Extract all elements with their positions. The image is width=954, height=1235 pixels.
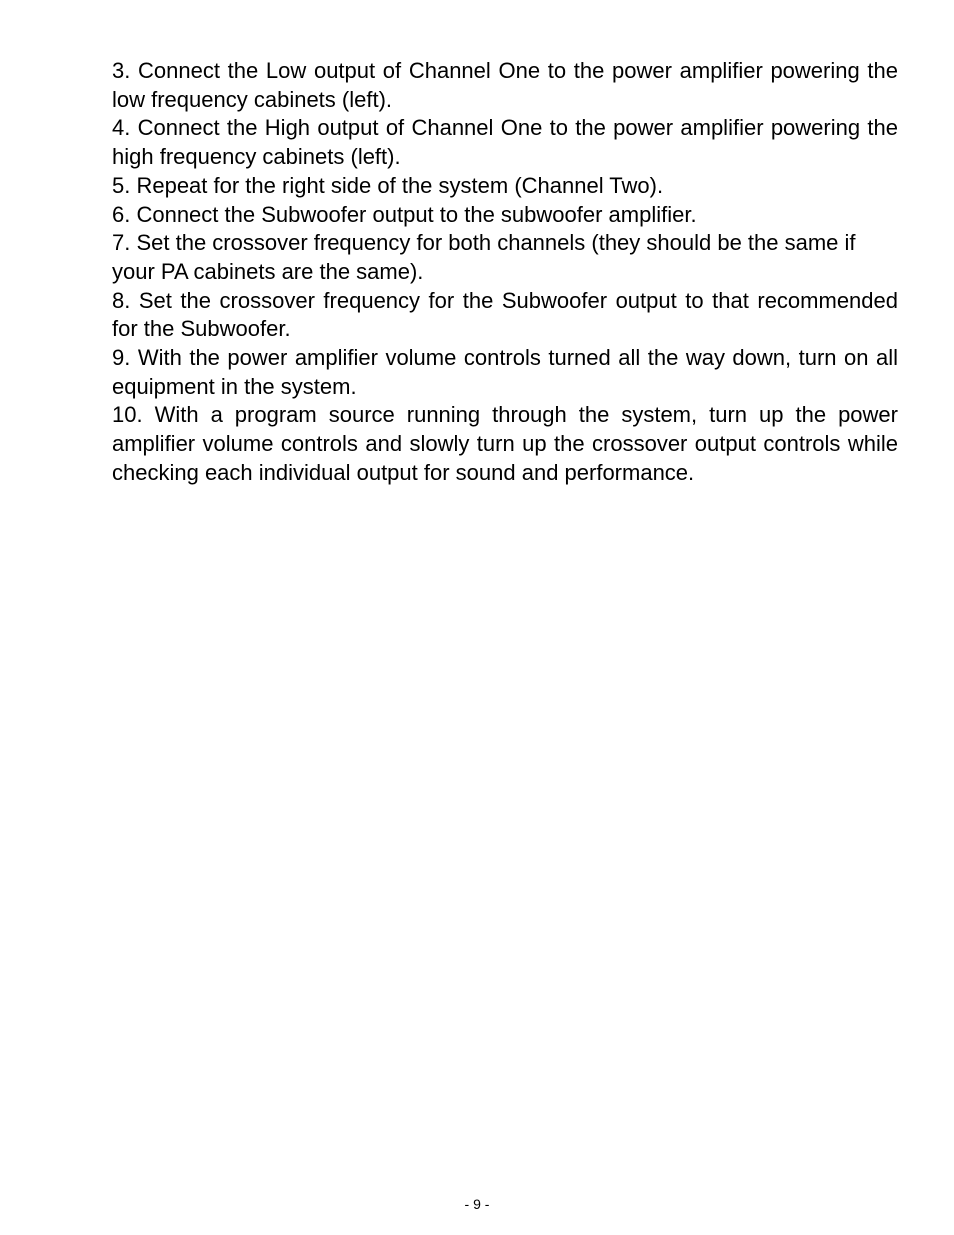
step-10: 10. With a program source running through the system, turn up the power amplifier volume controls and slowly turn up the crossover output controls while checking each individual output for sound and performance.: [112, 402, 898, 485]
step-7: 7. Set the crossover frequency for both channels (they should be the same if your PA cabinets are the same).: [112, 230, 856, 284]
instructions-body: [112, 57, 898, 488]
step-9: 9. With the power amplifier volume controls turned all the way down, turn on all equipment in the system.: [112, 345, 898, 399]
step-4: 4. Connect the High output of Channel One to the power amplifier powering the high frequency cabinets (left).: [112, 115, 898, 170]
step-5: 5. Repeat for the right side of the system (Channel Two).: [112, 172, 664, 198]
step-3: 3. Connect the Low output of Channel One to the power amplifier powering the low frequency cabinets (left).: [112, 58, 898, 112]
step-8: 8. Set the crossover frequency for the Subwoofer output to that recommended for the Subwoofer.: [112, 287, 898, 342]
page-number: - 9 -: [464, 1196, 490, 1212]
step-6: 6. Connect the Subwoofer output to the subwoofer amplifier.: [112, 201, 697, 227]
